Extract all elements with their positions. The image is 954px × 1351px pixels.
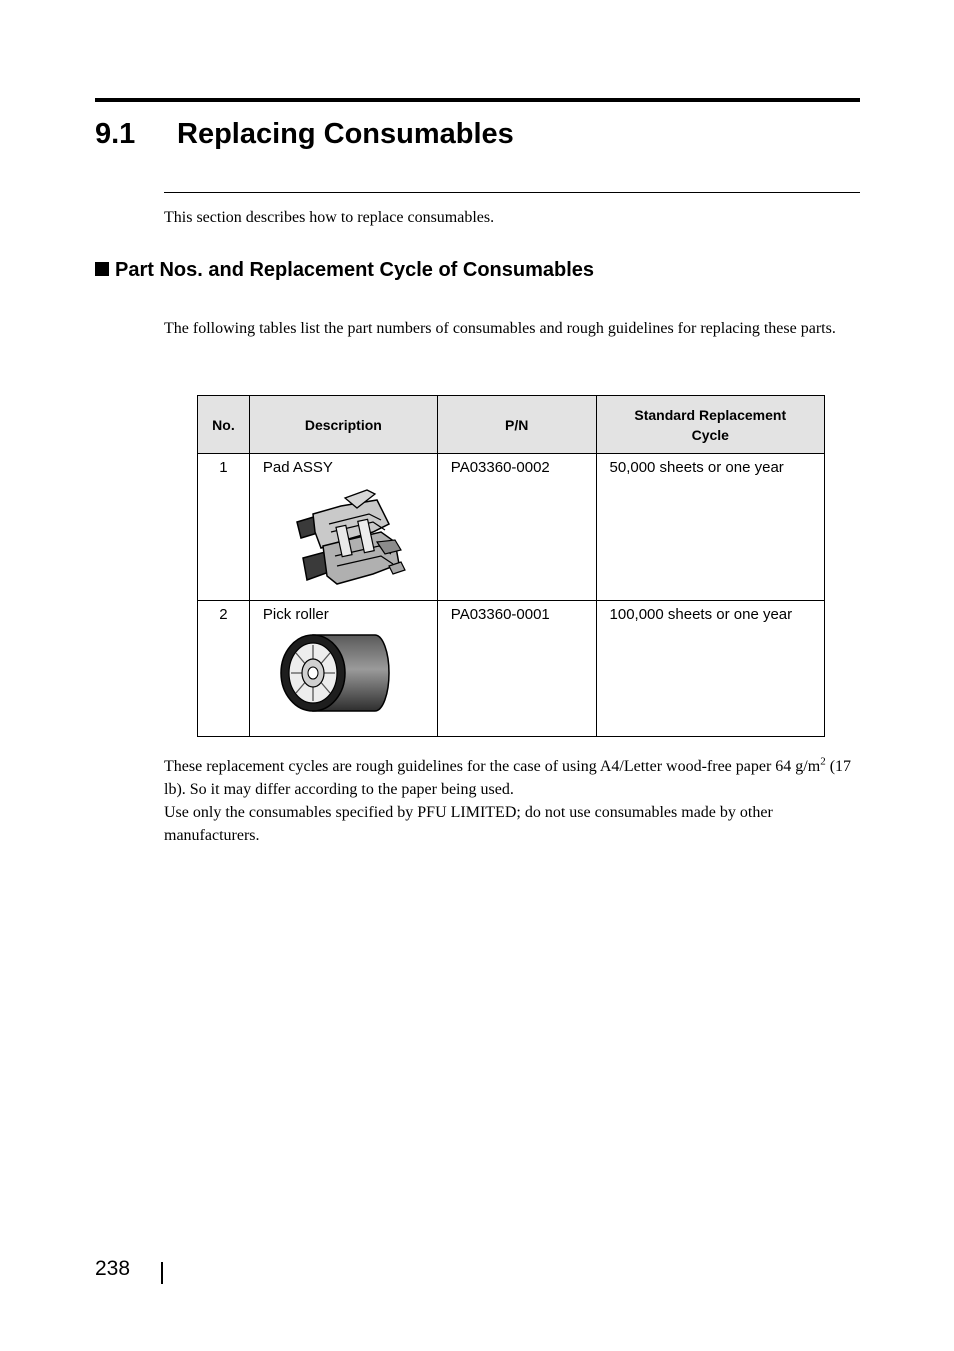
- square-bullet-icon: [95, 262, 109, 276]
- row-number: 1: [198, 454, 250, 601]
- table-header-row: [198, 396, 825, 454]
- intro-text: This section describes how to replace consumables.: [164, 209, 495, 226]
- row-description-cell: [249, 601, 437, 737]
- section-title-text: Replacing Consumables: [177, 118, 514, 150]
- table-row: [198, 454, 825, 601]
- row-pn: PA03360-0002: [437, 454, 596, 601]
- section-divider: [164, 192, 860, 193]
- pick-roller-icon: [279, 631, 399, 717]
- row-description: Pad ASSY: [262, 459, 333, 476]
- row-pn: PA03360-0001: [437, 601, 596, 737]
- pad-assy-icon: [277, 484, 407, 592]
- row-cycle: 50,000 sheets or one year: [596, 454, 824, 601]
- subsection-title: Part Nos. and Replacement Cycle of Consumables: [115, 259, 595, 281]
- note-line2: Use only the consumables specified by PFU LIMITED; do not use consumables made by other manufacturers.: [164, 804, 773, 844]
- row-description-cell: [249, 454, 437, 601]
- row-description: Pick roller: [262, 606, 329, 623]
- note-part1: These replacement cycles are rough guidelines for the case of using A4/Letter wood-free paper 64 g/m: [164, 758, 821, 775]
- header-no: No.: [198, 396, 250, 454]
- top-rule: [95, 98, 860, 102]
- consumables-table: [197, 395, 825, 737]
- page-number-bar: [161, 1262, 163, 1284]
- row-cycle: 100,000 sheets or one year: [596, 601, 824, 737]
- note-part2: (17 lb). So it may differ according to the paper being used.: [164, 758, 852, 798]
- header-cycle: [596, 396, 824, 454]
- tables-description: The following tables list the part numbers of consumables and rough guidelines for replacing these parts.: [164, 320, 836, 337]
- note-superscript: 2: [820, 755, 826, 768]
- row-number: 2: [198, 601, 250, 737]
- page-number: 238: [95, 1257, 131, 1280]
- section-title: [95, 116, 514, 152]
- subsection-heading: [95, 256, 594, 284]
- header-pn: P/N: [437, 396, 596, 454]
- header-cycle-line1: Standard Replacement: [634, 406, 787, 423]
- header-description: Description: [249, 396, 437, 454]
- replacement-note: [164, 755, 860, 847]
- section-number: 9.1: [95, 118, 136, 150]
- table-row: [198, 601, 825, 737]
- header-cycle-line2: Cycle: [691, 426, 729, 443]
